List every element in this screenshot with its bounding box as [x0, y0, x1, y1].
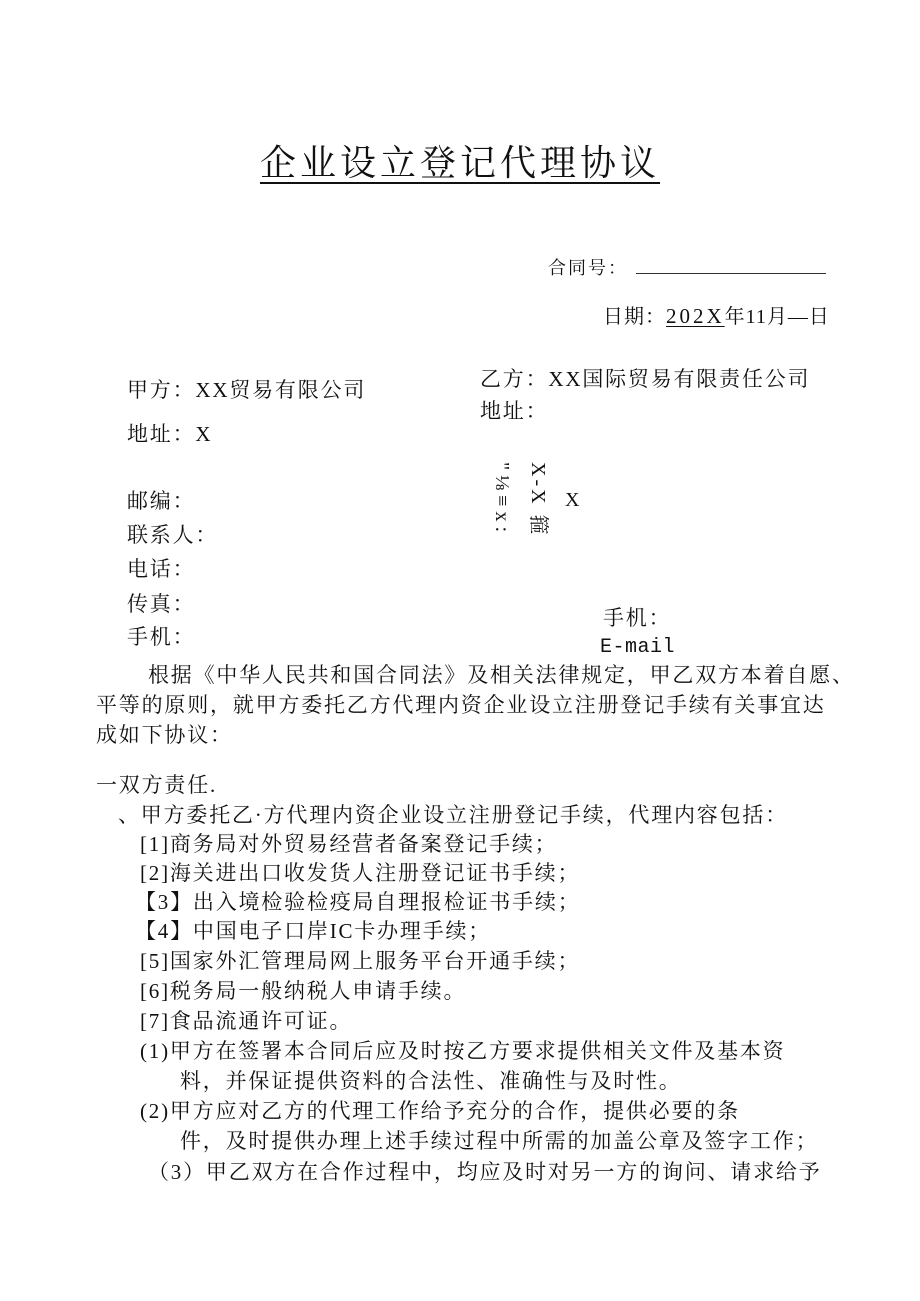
date-suffix: 年11月—日: [724, 306, 830, 328]
obligation-3-line-1: （3）甲乙双方在合作过程中，均应及时对另一方的询问、请求给予: [148, 1160, 822, 1184]
contract-no-label: 合同号：: [548, 258, 628, 278]
party-a-contact-label: 联系人：: [127, 523, 219, 547]
party-b-email-label: E-mail: [600, 636, 676, 659]
obligation-1-line-2: 料，并保证提供资料的合法性、准确性与及时性。: [180, 1069, 682, 1093]
party-a-fax-label: 传真：: [127, 592, 196, 616]
party-a-postcode-label: 邮编：: [127, 489, 196, 513]
party-a-name: XX贸易有限公司: [195, 378, 367, 402]
party-a-name-line: [127, 376, 366, 404]
party-b-name-label: 乙方：: [480, 367, 549, 391]
party-b-rotated-line-2: X-X 箍: [527, 462, 549, 538]
obligation-2-line-2: 件，及时提供办理上述手续过程中所需的加盖公章及签字工作；: [180, 1129, 819, 1153]
party-b-name: XX国际贸易有限责任公司: [548, 367, 811, 391]
date-label: 日期：: [603, 306, 666, 328]
obligation-2-line-1: (2)甲方应对乙方的代理工作给予充分的合作，提供必要的条: [140, 1099, 740, 1123]
section-1-heading: 一双方责任.: [96, 773, 218, 797]
list-item: [2]海关进出口收发货人注册登记证书手续；: [140, 861, 581, 885]
list-item: 【3】出入境检验检疫局自理报检证书手续；: [135, 890, 581, 914]
section-1-intro: 、甲方委托乙·方代理内资企业设立注册登记手续，代理内容包括：: [118, 803, 788, 827]
document-title-text: 企业设立登记代理协议: [259, 143, 660, 183]
document-title: [0, 141, 920, 185]
list-item: [7]食品流通许可证。: [140, 1009, 353, 1033]
list-item: 【4】中国电子口岸IC卡办理手续；: [135, 919, 492, 943]
list-item: [1]商务局对外贸易经营者备案登记手续；: [140, 832, 558, 856]
date-year: 202X: [666, 304, 725, 328]
preamble-line-1: 根据《中华人民共和国合同法》及相关法律规定，甲乙双方本着自愿、: [148, 663, 855, 687]
preamble-line-3: 成如下协议：: [96, 723, 233, 747]
party-a-address-line: [127, 420, 212, 448]
party-a-mobile-label: 手机：: [127, 625, 196, 649]
list-item: [6]税务局一般纳税人申请手续。: [140, 979, 467, 1003]
preamble-line-2: 平等的原则，就甲方委托乙方代理内资企业设立注册登记手续有关事宜达: [96, 693, 826, 717]
party-a-address: X: [195, 422, 213, 446]
date-line: [603, 302, 830, 331]
list-item: [5]国家外汇管理局网上服务平台开通手续；: [140, 949, 581, 973]
party-a-name-label: 甲方：: [127, 378, 196, 402]
party-b-rotated-line-1: "⅛≡x:: [491, 462, 513, 537]
party-a-phone-label: 电话：: [127, 557, 196, 581]
party-b-name-line: [480, 365, 810, 393]
party-b-address-label: 地址：: [480, 399, 549, 423]
party-b-stray-mark: X: [565, 489, 582, 511]
party-b-mobile-label: 手机：: [603, 606, 672, 630]
obligation-1-line-1: (1)甲方在签署本合同后应及时按乙方要求提供相关文件及基本资: [140, 1039, 786, 1063]
party-a-address-label: 地址：: [127, 422, 196, 446]
contract-no-blank: [636, 273, 826, 274]
